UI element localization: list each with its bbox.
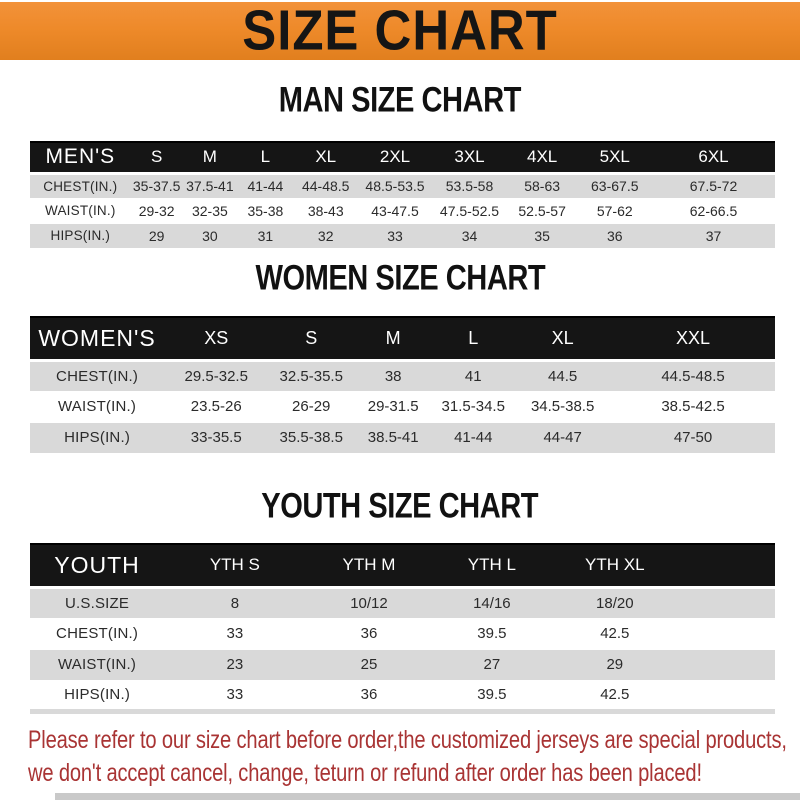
header-filler [678,544,775,587]
table-row [30,422,775,453]
filler-cell [678,618,775,649]
women-size-chart-heading [0,258,800,298]
value-cell: 57-62 [596,202,633,219]
footer-disclaimer [28,724,793,790]
table-header-row [30,142,775,173]
value-cell: 42.5 [600,625,630,642]
value-cell: 38.5-42.5 [661,398,725,415]
table-header-row [30,317,775,360]
row-label: CHEST(IN.) [56,367,139,385]
column-header: XXL [611,317,775,360]
youth-size-chart-heading [0,486,800,526]
filler-cell [678,649,775,680]
value-cell: 35-38 [247,202,284,219]
value-cell: 44-47 [543,429,582,447]
value-cell: 32-35 [191,202,228,219]
column-header: XL [294,142,358,173]
column-header: M [183,142,237,173]
value-cell: 29-31.5 [367,398,419,415]
table-row [30,618,775,649]
men-size-table-wrap [30,141,775,248]
value-cell: 30 [202,227,218,244]
value-cell: 67.5-72 [689,178,738,194]
value-cell: 47-50 [673,429,713,447]
row-label: CHEST(IN.) [56,625,139,642]
row-label: HIPS(IN.) [64,686,131,703]
value-cell: 29-32 [138,202,175,219]
column-header: S [131,142,183,173]
table-row [30,649,775,680]
value-cell: 18/20 [596,594,634,612]
column-header: 3XL [432,142,507,173]
table-header-row [30,544,775,587]
table-corner-label: YOUTH [30,544,164,587]
value-cell: 29 [606,656,624,673]
value-cell: 31.5-34.5 [441,398,505,415]
youth-size-table [30,543,775,714]
table-row [30,173,775,198]
youth-size-chart-heading-text: YOUTH SIZE CHART [261,486,539,526]
value-cell: 33-35.5 [190,429,242,447]
size-chart-banner [0,0,800,63]
column-header: L [237,142,294,173]
column-header: 6XL [652,142,775,173]
value-cell: 62-66.5 [689,202,738,219]
column-header: YTH XL [551,544,678,587]
table-row [30,223,775,248]
footer-disclaimer-line2: we don't accept cancel, change, teturn or refund after order has been placed! [28,759,702,787]
value-cell: 34.5-38.5 [530,398,595,415]
value-cell: 10/12 [350,594,388,612]
value-cell: 32 [317,227,334,244]
value-cell: 38 [384,367,402,385]
value-cell: 33 [226,686,244,703]
value-cell: 26-29 [292,398,331,415]
value-cell: 47.5-52.5 [439,202,500,219]
column-header: S [268,317,354,360]
banner-title: SIZE CHART [242,0,558,63]
row-label: HIPS(IN.) [64,429,131,447]
value-cell: 23 [226,656,244,673]
column-header: L [432,317,514,360]
value-cell: 41-44 [247,178,284,194]
value-cell: 44-48.5 [301,178,350,194]
value-cell: 33 [226,625,244,642]
value-cell: 8 [230,594,240,612]
value-cell: 31 [257,227,274,244]
value-cell: 48.5-53.5 [365,178,425,194]
value-cell: 35-37.5 [132,178,181,194]
value-cell: 41 [464,367,482,385]
column-header: YTH M [306,544,433,587]
value-cell: 29.5-32.5 [184,367,248,385]
women-size-table [30,316,775,453]
value-cell: 35 [534,227,550,244]
value-cell: 37.5-41 [186,178,234,194]
column-header: XL [514,317,611,360]
column-header: 5XL [578,142,653,173]
column-header: YTH L [432,544,551,587]
table-row [30,587,775,618]
man-size-chart-heading-text: MAN SIZE CHART [278,80,522,120]
value-cell: 39.5 [477,686,507,703]
value-cell: 43-47.5 [371,202,419,219]
value-cell: 34 [461,227,478,244]
column-header: XS [164,317,268,360]
value-cell: 53.5-58 [445,178,494,194]
value-cell: 58-63 [524,178,561,194]
row-label: WAIST(IN.) [57,656,137,673]
value-cell: 25 [360,656,378,673]
filler-cell [678,587,775,618]
value-cell: 44.5-48.5 [661,367,725,385]
value-cell: 37 [705,227,722,244]
men-size-table [30,141,775,248]
table-row [30,391,775,422]
value-cell: 23.5-26 [190,398,242,415]
value-cell: 38-43 [307,202,344,219]
women-size-chart-heading-text: WOMEN SIZE CHART [255,258,545,298]
value-cell: 36 [360,625,378,642]
women-size-table-wrap [30,316,775,453]
table-corner-label: MEN'S [30,142,131,173]
value-cell: 35.5-38.5 [279,429,343,447]
youth-size-table-wrap [30,543,775,714]
value-cell: 42.5 [600,686,630,703]
page-bottom-edge-strip [55,793,800,800]
row-label: WAIST(IN.) [45,203,116,218]
value-cell: 52.5-57 [518,202,566,219]
value-cell: 36 [360,686,378,703]
value-cell: 32.5-35.5 [279,367,343,385]
column-header: 4XL [507,142,578,173]
table-row [30,680,775,711]
value-cell: 63-67.5 [591,178,639,194]
value-cell: 36 [606,227,623,244]
value-cell: 44.5 [548,367,578,385]
row-label: HIPS(IN.) [50,228,111,244]
value-cell: 41-44 [454,429,493,447]
column-header: YTH S [164,544,306,587]
row-label: WAIST(IN.) [57,398,137,415]
value-cell: 14/16 [473,594,511,612]
filler-cell [678,680,775,711]
footer-disclaimer-line1: Please refer to our size chart before order,the customized jerseys are special products, [28,726,787,754]
column-header: M [354,317,432,360]
column-header: 2XL [358,142,433,173]
value-cell: 39.5 [477,625,507,642]
row-label: U.S.SIZE [64,594,130,612]
table-row [30,198,775,223]
table-row [30,360,775,391]
row-label: CHEST(IN.) [43,178,118,194]
table-corner-label: WOMEN'S [30,317,164,360]
value-cell: 33 [387,227,403,244]
value-cell: 29 [148,227,165,244]
value-cell: 27 [483,656,501,673]
value-cell: 38.5-41 [367,429,419,447]
man-size-chart-heading [0,80,800,120]
